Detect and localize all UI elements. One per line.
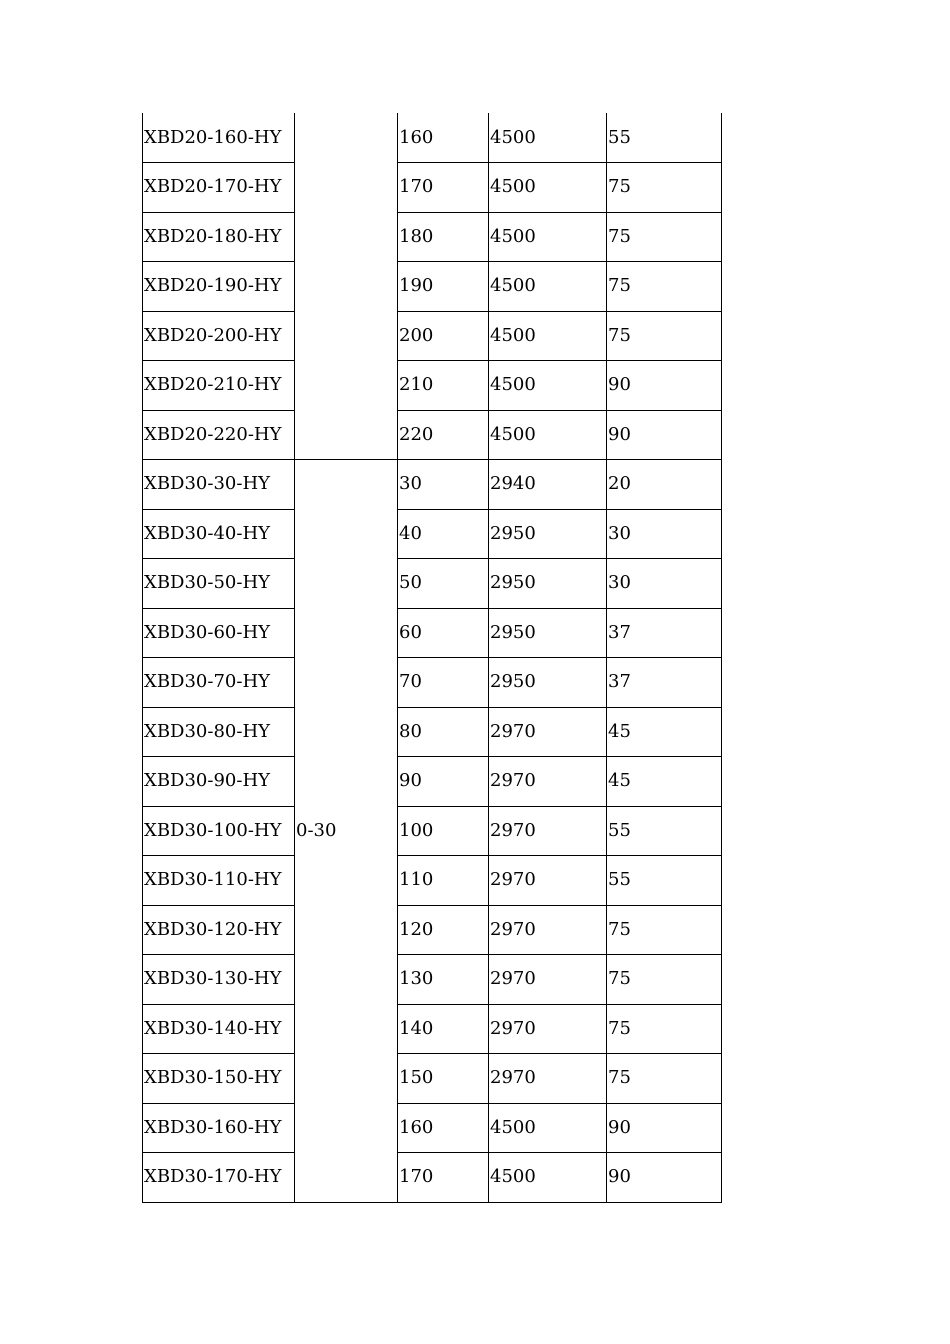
power-cell: 55: [607, 806, 722, 856]
power-cell: 37: [607, 608, 722, 658]
model-cell: XBD20-190-HY: [143, 262, 295, 312]
head-cell: 70: [398, 658, 489, 708]
power-cell: 75: [607, 262, 722, 312]
head-cell: 220: [398, 410, 489, 460]
model-cell: XBD20-170-HY: [143, 163, 295, 213]
power-cell: 75: [607, 905, 722, 955]
speed-cell: 4500: [489, 410, 607, 460]
model-cell: XBD30-40-HY: [143, 509, 295, 559]
model-cell: XBD30-60-HY: [143, 608, 295, 658]
table-row: [143, 262, 722, 312]
head-cell: 210: [398, 361, 489, 411]
model-cell: XBD30-130-HY: [143, 955, 295, 1005]
speed-cell: 4500: [489, 163, 607, 213]
table-row: [143, 905, 722, 955]
speed-cell: 2970: [489, 1054, 607, 1104]
head-cell: 40: [398, 509, 489, 559]
power-cell: 90: [607, 1103, 722, 1153]
table-row: [143, 311, 722, 361]
power-cell: 55: [607, 856, 722, 906]
power-cell: 90: [607, 410, 722, 460]
speed-cell: 4500: [489, 262, 607, 312]
table-row: [143, 1153, 722, 1203]
power-cell: 75: [607, 311, 722, 361]
head-cell: 160: [398, 113, 489, 163]
speed-cell: 4500: [489, 361, 607, 411]
model-cell: XBD30-140-HY: [143, 1004, 295, 1054]
table-row: [143, 707, 722, 757]
table-row: [143, 410, 722, 460]
speed-cell: 2970: [489, 806, 607, 856]
speed-cell: 4500: [489, 113, 607, 163]
table-row: [143, 1054, 722, 1104]
pump-spec-table-body: [143, 113, 722, 1202]
model-cell: XBD20-210-HY: [143, 361, 295, 411]
power-cell: 55: [607, 113, 722, 163]
model-cell: XBD20-200-HY: [143, 311, 295, 361]
head-cell: 170: [398, 163, 489, 213]
power-cell: 75: [607, 163, 722, 213]
speed-cell: 2970: [489, 707, 607, 757]
speed-cell: 2970: [489, 905, 607, 955]
head-cell: 120: [398, 905, 489, 955]
model-cell: XBD30-110-HY: [143, 856, 295, 906]
model-cell: XBD30-90-HY: [143, 757, 295, 807]
power-cell: 75: [607, 1054, 722, 1104]
head-cell: 130: [398, 955, 489, 1005]
speed-cell: 4500: [489, 1103, 607, 1153]
speed-cell: 4500: [489, 1153, 607, 1203]
pump-spec-table: [142, 113, 722, 1203]
table-row: [143, 113, 722, 163]
table-row: [143, 361, 722, 411]
head-cell: 170: [398, 1153, 489, 1203]
table-row: [143, 212, 722, 262]
model-cell: XBD30-150-HY: [143, 1054, 295, 1104]
head-cell: 200: [398, 311, 489, 361]
model-cell: XBD30-30-HY: [143, 460, 295, 510]
head-cell: 100: [398, 806, 489, 856]
table-row: [143, 1004, 722, 1054]
head-cell: 90: [398, 757, 489, 807]
model-cell: XBD30-80-HY: [143, 707, 295, 757]
head-cell: 110: [398, 856, 489, 906]
head-cell: 160: [398, 1103, 489, 1153]
model-cell: XBD30-100-HY: [143, 806, 295, 856]
power-cell: 20: [607, 460, 722, 510]
power-cell: 30: [607, 509, 722, 559]
table-row: [143, 163, 722, 213]
model-cell: XBD30-70-HY: [143, 658, 295, 708]
speed-cell: 4500: [489, 311, 607, 361]
model-cell: XBD30-160-HY: [143, 1103, 295, 1153]
table-row: [143, 856, 722, 906]
table-row: [143, 1103, 722, 1153]
table-row: [143, 955, 722, 1005]
power-cell: 75: [607, 1004, 722, 1054]
speed-cell: 2950: [489, 658, 607, 708]
head-cell: 180: [398, 212, 489, 262]
head-cell: 30: [398, 460, 489, 510]
speed-cell: 2950: [489, 608, 607, 658]
head-cell: 50: [398, 559, 489, 609]
power-cell: 45: [607, 757, 722, 807]
power-cell: 37: [607, 658, 722, 708]
power-cell: 75: [607, 212, 722, 262]
power-cell: 75: [607, 955, 722, 1005]
speed-cell: 2970: [489, 757, 607, 807]
table-row: [143, 509, 722, 559]
table-row: [143, 559, 722, 609]
model-cell: XBD30-170-HY: [143, 1153, 295, 1203]
head-cell: 140: [398, 1004, 489, 1054]
speed-cell: 2970: [489, 955, 607, 1005]
table-row: [143, 460, 722, 510]
model-cell: XBD30-50-HY: [143, 559, 295, 609]
model-cell: XBD20-180-HY: [143, 212, 295, 262]
head-cell: 150: [398, 1054, 489, 1104]
head-cell: 80: [398, 707, 489, 757]
table-row: [143, 658, 722, 708]
head-cell: 60: [398, 608, 489, 658]
speed-cell: 2940: [489, 460, 607, 510]
table-row: [143, 757, 722, 807]
power-cell: 45: [607, 707, 722, 757]
model-cell: XBD20-160-HY: [143, 113, 295, 163]
table-row: [143, 806, 722, 856]
speed-cell: 4500: [489, 212, 607, 262]
speed-cell: 2950: [489, 509, 607, 559]
model-cell: XBD20-220-HY: [143, 410, 295, 460]
flow-range-cell: [295, 113, 398, 460]
head-cell: 190: [398, 262, 489, 312]
power-cell: 90: [607, 1153, 722, 1203]
power-cell: 30: [607, 559, 722, 609]
speed-cell: 2970: [489, 1004, 607, 1054]
power-cell: 90: [607, 361, 722, 411]
speed-cell: 2970: [489, 856, 607, 906]
model-cell: XBD30-120-HY: [143, 905, 295, 955]
table-row: [143, 608, 722, 658]
speed-cell: 2950: [489, 559, 607, 609]
flow-range-cell: 0-30: [295, 460, 398, 1203]
